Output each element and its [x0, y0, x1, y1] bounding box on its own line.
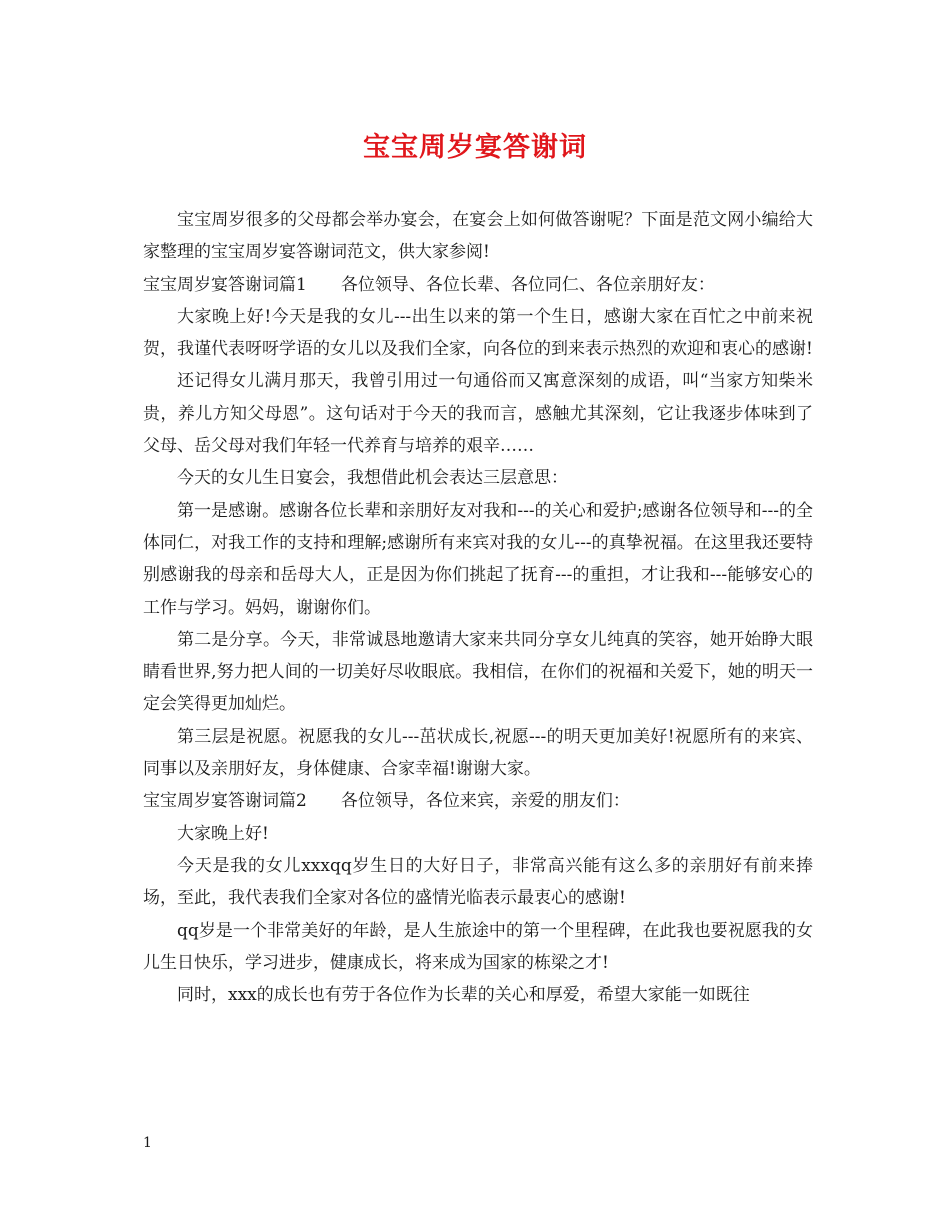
section-1-paragraph-2: 还记得女儿满月那天，我曾引用过一句通俗而又寓意深刻的成语，叫“当家方知柴米贵，养儿方知父母恩”。这句话对于今天的我而言，感触尤其深刻，它让我逐步体味到了父母、岳父母对我们年轻一代养育与培养的艰辛…… [143, 371, 813, 457]
section-1-heading: 宝宝周岁宴答谢词篇1 各位领导、各位长辈、各位同仁、各位亲朋好友： [143, 274, 715, 295]
section-2-heading: 宝宝周岁宴答谢词篇2 各位领导，各位来宾，亲爱的朋友们： [143, 791, 630, 812]
section-2-paragraph-2: 今天是我的女儿xxxqq岁生日的大好日子，非常高兴能有这么多的亲朋好有前来捧场，至此，我代表我们全家对各位的盛情光临表示最衷心的感谢! [143, 855, 813, 909]
section-2-paragraph-3: qq岁是一个非常美好的年龄，是人生旅途中的第一个里程碑，在此我也要祝愿我的女儿生日快乐，学习进步，健康成长，将来成为国家的栋梁之才! [143, 920, 813, 973]
document-title: 宝宝周岁宴答谢词 [363, 132, 587, 163]
section-1-paragraph-4: 第一是感谢。感谢各位长辈和亲朋好友对我和---的关心和爱护;感谢各位领导和---的全体同仁，对我工作的支持和理解;感谢所有来宾对我的女儿---的真挚祝福。在这里我还要特别感谢我的母亲和岳母大人，正是因为你们挑起了抚育---的重担，才让我和---能够安心的工作与学习。妈妈，谢谢你们。 [143, 500, 813, 618]
section-1-paragraph-3: 今天的女儿生日宴会，我想借此机会表达三层意思： [177, 468, 568, 489]
section-2-paragraph-1: 大家晚上好! [177, 823, 269, 844]
section-1-paragraph-6: 第三层是祝愿。祝愿我的女儿---茁状成长,祝愿---的明天更加美好!祝愿所有的来宾、同事以及亲朋好友，身体健康、合家幸福!谢谢大家。 [143, 726, 813, 780]
document-body [143, 204, 813, 1011]
section-1-paragraph-5: 第二是分享。今天，非常诚恳地邀请大家来共同分享女儿纯真的笑容，她开始睁大眼睛看世界,努力把人间的一切美好尽收眼底。我相信，在你们的祝福和关爱下，她的明天一定会笑得更加灿烂。 [143, 629, 813, 715]
page-number: 1 [143, 1135, 152, 1151]
section-1-paragraph-1: 大家晚上好!今天是我的女儿---出生以来的第一个生日，感谢大家在百忙之中前来祝贺，我谨代表呀呀学语的女儿以及我们全家，向各位的到来表示热烈的欢迎和衷心的感谢! [143, 306, 813, 360]
intro-paragraph: 宝宝周岁很多的父母都会举办宴会，在宴会上如何做答谢呢？下面是范文网小编给大家整理的宝宝周岁宴答谢词范文，供大家参阅! [143, 210, 813, 263]
section-2-paragraph-4: 同时，xxx的成长也有劳于各位作为长辈的关心和厚爱，希望大家能一如既往 [177, 985, 750, 1006]
